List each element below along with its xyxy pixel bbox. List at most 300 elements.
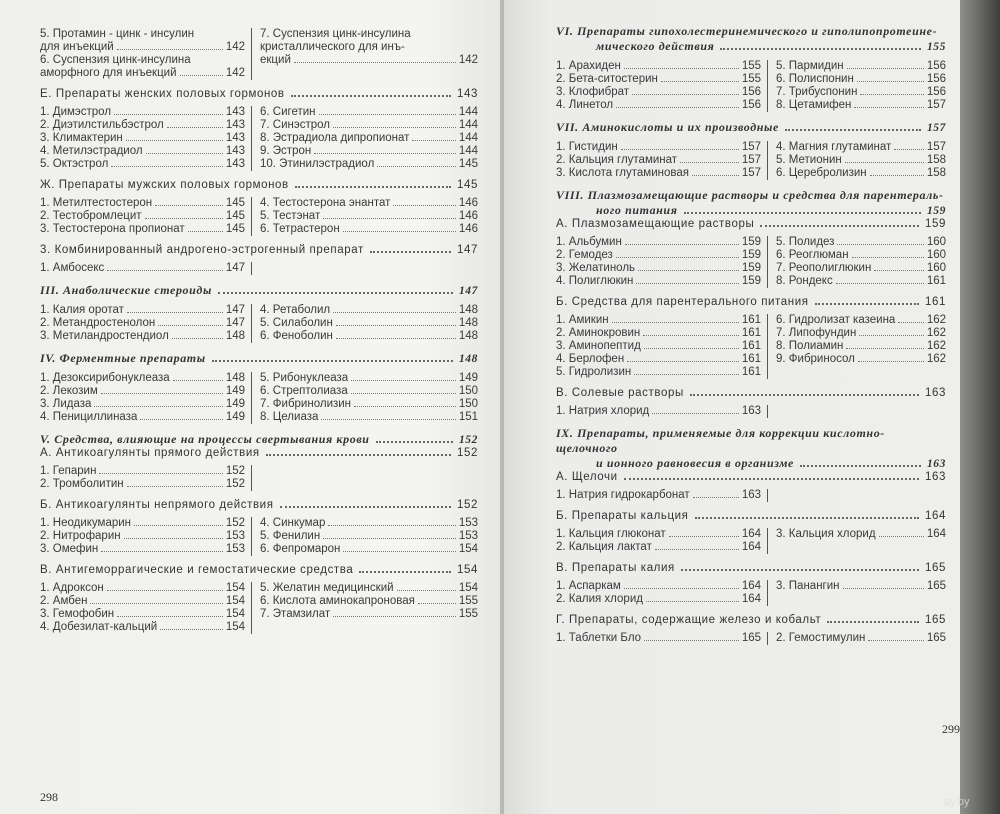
entry-columns (40, 197, 478, 236)
entry-column-left (556, 60, 768, 112)
section-title: 3. Комбинированный андрогено-эстрогенный препарат (40, 244, 364, 256)
entry-page-number: 155 (741, 60, 761, 72)
entry-page-number: 155 (741, 73, 761, 85)
entry-title: 1. Гистидин (556, 141, 618, 153)
entry-page-number: 154 (225, 621, 245, 633)
section-heading (556, 120, 946, 135)
entry-title: 1. Метилтестостерон (40, 197, 153, 209)
leader-dots (101, 393, 223, 394)
entry-page-number: 163 (741, 489, 761, 501)
toc-entry (40, 465, 245, 478)
entry-title: 1. Адроксон (40, 582, 104, 594)
section-heading (40, 244, 478, 256)
entry-page-number: 144 (458, 132, 478, 144)
toc-entry (40, 262, 245, 275)
toc-entry (40, 517, 245, 530)
leader-dots (126, 140, 223, 141)
leader-dots (684, 212, 921, 214)
toc-entry (556, 73, 761, 86)
toc-entry (776, 236, 946, 249)
entry-column-right (768, 60, 946, 112)
entry-column-right (252, 372, 478, 424)
entry-page-number: 146 (458, 210, 478, 222)
section-title: V. Средства, влияющие на процессы свертывания крови (40, 432, 370, 446)
toc-entry (260, 530, 478, 543)
entry-page-number: 150 (458, 385, 478, 397)
section-heading (556, 471, 946, 483)
leader-dots (343, 551, 455, 552)
toc-entry (260, 210, 478, 223)
section-heading-row (556, 203, 946, 218)
section-title: А. Щелочи (556, 471, 618, 483)
section-title: ного питания (596, 203, 678, 217)
entry-column-right (768, 236, 946, 288)
entry-columns (40, 582, 478, 634)
entry-title: 1. Неодикумарин (40, 517, 132, 529)
leader-dots (868, 640, 923, 641)
entry-column-left (40, 197, 252, 236)
section-page-number: 163 (925, 387, 946, 399)
entry-title: 4. Берлофен (556, 353, 625, 365)
leader-dots (323, 218, 456, 219)
entry-page-number: 159 (741, 236, 761, 248)
toc-entry (260, 119, 478, 132)
leader-dots (319, 114, 456, 115)
toc-entry (260, 28, 478, 41)
entry-column-right (768, 314, 946, 379)
entry-page-number: 157 (741, 154, 761, 166)
entry-page-number: 143 (225, 158, 245, 170)
leader-dots (343, 231, 456, 232)
leader-dots (173, 380, 223, 381)
entry-columns (40, 262, 478, 275)
section-page-number: 152 (457, 447, 478, 459)
leader-dots (397, 590, 456, 591)
leader-dots (625, 244, 739, 245)
toc-entry (556, 353, 761, 366)
toc-entry (260, 517, 478, 530)
toc-entry (556, 167, 761, 180)
section-page-number: 147 (458, 285, 478, 297)
entry-title: 5. Желатин медицинский (260, 582, 394, 594)
entry-page-number: 154 (225, 608, 245, 620)
toc-entry (776, 632, 946, 645)
toc-entry (40, 595, 245, 608)
leader-dots (158, 325, 223, 326)
entry-title: 6. Полиспонин (776, 73, 854, 85)
leader-dots (837, 244, 923, 245)
entry-title: 5. Полидез (776, 236, 835, 248)
toc-entry (40, 411, 245, 424)
toc-entry (556, 60, 761, 73)
section-page-number: 159 (925, 218, 946, 230)
entry-page-number: 165 (926, 632, 946, 644)
section-page-number: 152 (457, 499, 478, 511)
entry-page-number: 158 (926, 154, 946, 166)
entry-page-number: 157 (926, 141, 946, 153)
leader-dots (661, 81, 739, 82)
toc-entry (556, 340, 761, 353)
right-page (504, 0, 960, 814)
leader-dots (760, 225, 919, 227)
toc-entry (40, 372, 245, 385)
entry-page-number: 160 (926, 249, 946, 261)
entry-page-number: 143 (225, 119, 245, 131)
leader-dots (858, 361, 924, 362)
entry-title: 3. Климактерин (40, 132, 123, 144)
leader-dots (359, 571, 451, 573)
entry-page-number: 153 (225, 530, 245, 542)
entry-title: 8. Целиаза (260, 411, 319, 423)
entry-columns (40, 517, 478, 556)
toc-entry (40, 41, 245, 54)
entry-column-left (556, 314, 768, 379)
leader-dots (669, 536, 739, 537)
entry-title: 1. Амикин (556, 314, 609, 326)
leader-dots (638, 270, 739, 271)
entry-page-number: 147 (225, 317, 245, 329)
toc-entry (40, 582, 245, 595)
entry-title: 6. Сигетин (260, 106, 316, 118)
entry-title: 6. Стрептолиаза (260, 385, 348, 397)
leader-dots (377, 166, 456, 167)
entry-page-number: 159 (741, 249, 761, 261)
leader-dots (188, 231, 223, 232)
toc-entry (556, 405, 761, 418)
leader-dots (612, 322, 739, 323)
section-heading (40, 283, 478, 298)
section-title: Г. Препараты, содержащие железо и кобальт (556, 614, 822, 626)
toc-entry (260, 595, 478, 608)
entry-title: 2. Аминокровин (556, 327, 641, 339)
entry-page-number: 146 (458, 223, 478, 235)
entry-page-number: 150 (458, 398, 478, 410)
entry-title: 2. Тестобромлецит (40, 210, 142, 222)
toc-entry (260, 543, 478, 556)
entry-page-number: 161 (741, 353, 761, 365)
leader-dots (333, 616, 456, 617)
toc-entry (40, 330, 245, 343)
toc-entry (260, 398, 478, 411)
entry-column-right (252, 304, 478, 343)
leader-dots (624, 478, 919, 480)
entry-title: 7. Липофундин (776, 327, 857, 339)
entry-title: 5. Метионин (776, 154, 842, 166)
toc-entry (260, 317, 478, 330)
toc-entry (556, 327, 761, 340)
entry-title: 4. Полиглюкин (556, 275, 634, 287)
entry-page-number: 161 (926, 275, 946, 287)
leader-dots (294, 62, 456, 63)
toc-entry (260, 145, 478, 158)
toc-entry (40, 398, 245, 411)
entry-page-number: 149 (225, 385, 245, 397)
entry-page-number: 149 (225, 398, 245, 410)
entry-page-number: 161 (741, 314, 761, 326)
leader-dots (134, 525, 223, 526)
entry-page-number: 154 (458, 582, 478, 594)
entry-columns (40, 304, 478, 343)
entry-title: 8. Цетамифен (776, 99, 852, 111)
entry-title: 5. Гидролизин (556, 366, 632, 378)
leader-dots (336, 325, 456, 326)
leader-dots (843, 588, 924, 589)
entry-title: 9. Фибриносол (776, 353, 855, 365)
entry-column-left (556, 141, 768, 180)
entry-page-number: 148 (225, 330, 245, 342)
leader-dots (114, 114, 223, 115)
entry-page-number: 157 (741, 167, 761, 179)
leader-dots (845, 162, 924, 163)
leader-dots (827, 621, 919, 623)
entry-title: 1. Калия оротат (40, 304, 124, 316)
leader-dots (646, 601, 739, 602)
entry-title: 4. Метилэстрадиол (40, 145, 143, 157)
toc-entry (40, 28, 245, 41)
entry-page-number: 160 (926, 236, 946, 248)
section-title: Б. Препараты кальция (556, 510, 689, 522)
entry-title: 6. Кислота аминокапроновая (260, 595, 415, 607)
entry-title: 1. Альбумин (556, 236, 622, 248)
section-title: В. Антигеморрагические и гемостатические средства (40, 564, 354, 576)
toc-entry (260, 582, 478, 595)
entry-page-number: 156 (741, 86, 761, 98)
entry-title: 7. Синэстрол (260, 119, 330, 131)
entry-page-number: 153 (225, 543, 245, 555)
section-page-number: 155 (926, 41, 946, 53)
leader-dots (632, 94, 739, 95)
section-heading: IX. Препараты, применяемые для коррекции кислотно-щелочного (556, 426, 885, 455)
leader-dots (870, 175, 924, 176)
entry-title: 3. Лидаза (40, 398, 92, 410)
entry-title: 7. Реополиглюкин (776, 262, 872, 274)
entry-columns (40, 372, 478, 424)
entry-column-left (40, 304, 252, 343)
toc-entry (260, 197, 478, 210)
entry-title: 2. Нитрофарин (40, 530, 121, 542)
leader-dots (370, 251, 451, 253)
entry-title: 2. Кальция глутаминат (556, 154, 678, 166)
leader-dots (99, 473, 222, 474)
leader-dots (616, 107, 739, 108)
entry-page-number: 149 (225, 411, 245, 423)
leader-dots (621, 149, 739, 150)
toc-entry (40, 119, 245, 132)
entry-title: 10. Этинилэстрадиол (260, 158, 375, 170)
entry-page-number: 165 (741, 632, 761, 644)
entry-title: 7. Фибринолизин (260, 398, 352, 410)
section-heading (40, 179, 478, 191)
entry-page-number: 145 (225, 197, 245, 209)
leader-dots (180, 75, 223, 76)
entry-page-number: 152 (225, 478, 245, 490)
section-title: IV. Ферментные препараты (40, 351, 206, 365)
entry-page-number: 165 (926, 580, 946, 592)
entry-page-number: 157 (741, 141, 761, 153)
toc-entry (40, 210, 245, 223)
entry-page-number: 161 (741, 366, 761, 378)
section-page-number: 152 (458, 434, 478, 446)
entry-title: 2. Гемостимулин (776, 632, 866, 644)
entry-page-number: 147 (225, 304, 245, 316)
entry-column-right (768, 141, 946, 180)
leader-dots (852, 257, 924, 258)
leader-dots (160, 629, 223, 630)
toc-entry (556, 593, 761, 606)
entry-column-left (556, 580, 768, 606)
entry-columns (556, 141, 946, 180)
leader-dots (800, 465, 921, 467)
entry-title: 5. Силаболин (260, 317, 333, 329)
toc-entry (260, 608, 478, 621)
leader-dots (636, 283, 738, 284)
entry-columns (556, 405, 946, 418)
leader-dots (212, 360, 453, 362)
leader-dots (634, 374, 739, 375)
section-page-number: 159 (926, 205, 946, 217)
entry-title: 9. Эстрон (260, 145, 312, 157)
entry-column-right (252, 582, 478, 634)
entry-columns (556, 314, 946, 379)
section-title: А. Антикоагулянты прямого действия (40, 447, 260, 459)
toc-entry (40, 54, 245, 67)
section-heading-row (556, 456, 946, 471)
toc-entry (556, 528, 761, 541)
leader-dots (111, 166, 223, 167)
leader-dots (354, 406, 456, 407)
leader-dots (336, 338, 456, 339)
entry-title: для инъекций (40, 41, 114, 53)
toc-entry (776, 340, 946, 353)
leader-dots (680, 162, 739, 163)
entry-title: 3. Аминопептид (556, 340, 641, 352)
leader-dots (145, 218, 223, 219)
entry-page-number: 164 (741, 541, 761, 553)
page-number-right: 299 (942, 722, 960, 736)
entry-page-number: 155 (458, 595, 478, 607)
entry-title: 4. Пенициллиназа (40, 411, 138, 423)
entry-column-left (40, 106, 252, 171)
leader-dots (854, 107, 923, 108)
toc-entry (260, 304, 478, 317)
entry-page-number: 152 (225, 517, 245, 529)
entry-title: 5. Октэстрол (40, 158, 109, 170)
entry-column-right (252, 28, 478, 80)
leader-dots (101, 551, 223, 552)
entry-title: 1. Амбосекс (40, 262, 105, 274)
entry-title: 3. Гемофобин (40, 608, 115, 620)
leader-dots (418, 603, 456, 604)
toc-entry (40, 317, 245, 330)
section-page-number: 148 (458, 353, 478, 365)
entry-page-number: 161 (741, 340, 761, 352)
leader-dots (412, 140, 455, 141)
section-title: VII. Аминокислоты и их производные (556, 120, 779, 134)
entry-page-number: 162 (926, 327, 946, 339)
toc-entry (556, 275, 761, 288)
leader-dots (140, 419, 222, 420)
toc-entry (776, 141, 946, 154)
section-heading (556, 296, 946, 308)
toc-entry (260, 41, 478, 54)
toc-entry (776, 275, 946, 288)
toc-entry (776, 86, 946, 99)
entry-column-right (252, 517, 478, 556)
toc-entry (40, 197, 245, 210)
entry-page-number: 162 (926, 314, 946, 326)
entry-page-number: 164 (926, 528, 946, 540)
book-cover-edge (960, 0, 1000, 814)
entry-title: 3. Панангин (776, 580, 840, 592)
entry-page-number: 161 (741, 327, 761, 339)
entry-title: 7. Этамзилат (260, 608, 331, 620)
entry-page-number: 154 (458, 543, 478, 555)
entry-page-number: 148 (458, 330, 478, 342)
toc-entry (40, 385, 245, 398)
entry-page-number: 158 (926, 167, 946, 179)
toc-entry (40, 530, 245, 543)
entry-title: 4. Магния глутаминат (776, 141, 892, 153)
toc-entry (556, 154, 761, 167)
leader-dots (898, 322, 924, 323)
section-page-number: 165 (925, 614, 946, 626)
toc-entry (40, 543, 245, 556)
entry-page-number: 142 (458, 54, 478, 66)
leader-dots (695, 517, 919, 519)
entry-title: 6. Феноболин (260, 330, 333, 342)
entry-page-number: 162 (926, 353, 946, 365)
section-page-number: 163 (926, 458, 946, 470)
entry-title: 3. Желатиноль (556, 262, 636, 274)
section-heading (556, 387, 946, 399)
section-heading (40, 351, 478, 366)
leader-dots (333, 312, 456, 313)
toc-entry (260, 411, 478, 424)
leader-dots (692, 175, 739, 176)
toc-entry (556, 236, 761, 249)
toc-entry (260, 132, 478, 145)
entry-page-number: 148 (225, 372, 245, 384)
entry-title: 6. Фепромарон (260, 543, 341, 555)
leader-dots (351, 380, 456, 381)
entry-columns (556, 632, 946, 645)
toc-entry (260, 158, 478, 171)
entry-page-number: 163 (741, 405, 761, 417)
entry-title: 3. Омефин (40, 543, 99, 555)
toc-entry (776, 580, 946, 593)
entry-page-number: 145 (458, 158, 478, 170)
entry-title: 2. Гемодез (556, 249, 613, 261)
section-title: Ж. Препараты мужских половых гормонов (40, 179, 289, 191)
toc-entry (776, 99, 946, 112)
leader-dots (295, 186, 451, 188)
entry-title: 4. Линетол (556, 99, 614, 111)
toc-entry (776, 73, 946, 86)
leader-dots (644, 348, 739, 349)
entry-page-number: 156 (741, 99, 761, 111)
entry-page-number: 143 (225, 145, 245, 157)
entry-title: 5. Рибонуклеаза (260, 372, 349, 384)
entry-page-number: 142 (225, 41, 245, 53)
entry-page-number: 164 (741, 580, 761, 592)
entry-column-left (40, 372, 252, 424)
entry-title: 2. Калия хлорид (556, 593, 643, 605)
entry-title: 2. Лекозим (40, 385, 98, 397)
leader-dots (127, 486, 223, 487)
toc-entry (40, 145, 245, 158)
entry-title: 4. Тестостерона энантат (260, 197, 391, 209)
toc-entry (40, 304, 245, 317)
